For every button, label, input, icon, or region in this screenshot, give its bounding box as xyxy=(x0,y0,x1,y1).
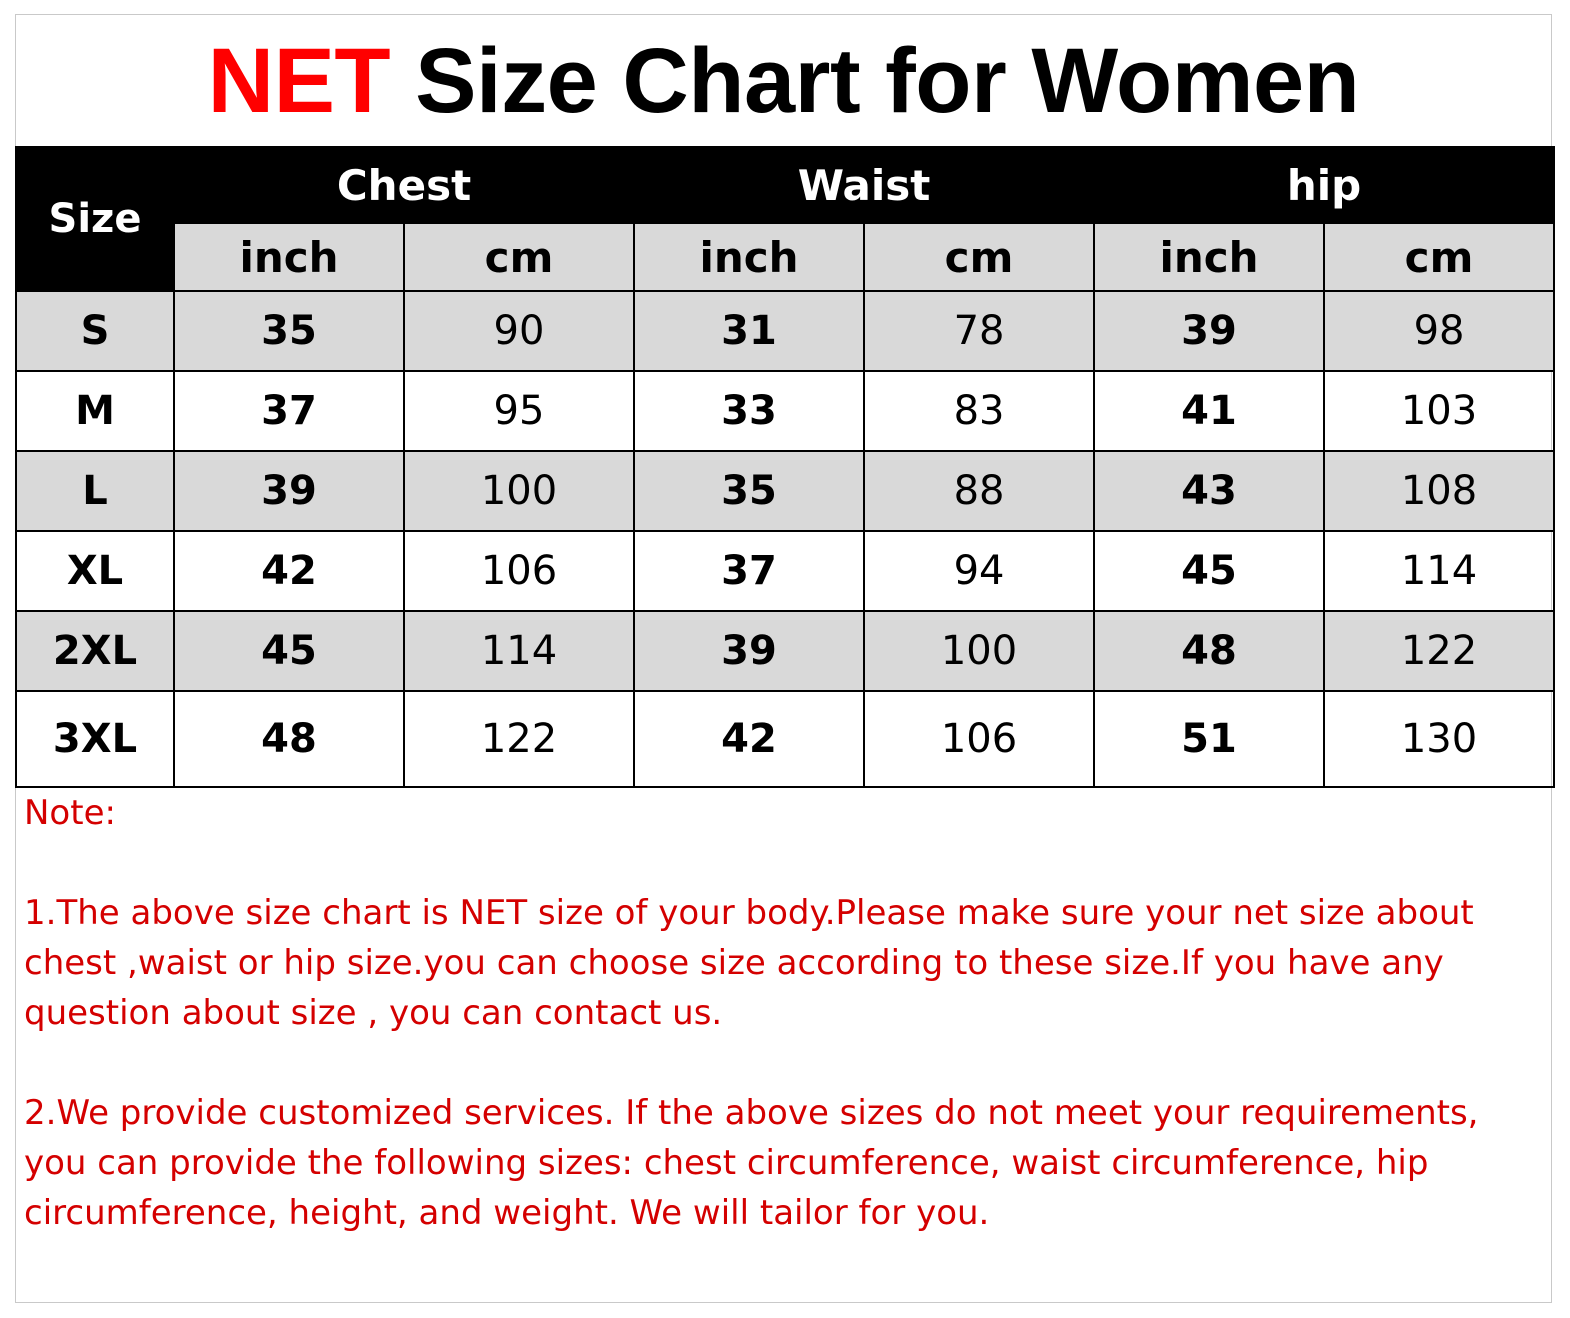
hip-cm-cell: 98 xyxy=(1324,291,1554,371)
waist-inch-header: inch xyxy=(634,223,864,291)
hip-inch-cell: 48 xyxy=(1094,611,1324,691)
hip-inch-cell: 45 xyxy=(1094,531,1324,611)
chest-inch-cell: 37 xyxy=(174,371,404,451)
hip-inch-cell: 43 xyxy=(1094,451,1324,531)
table-row xyxy=(16,451,1554,531)
hip-cm-cell: 122 xyxy=(1324,611,1554,691)
chest-cm-cell: 106 xyxy=(404,531,634,611)
chest-inch-cell: 42 xyxy=(174,531,404,611)
hip-cm-cell: 114 xyxy=(1324,531,1554,611)
waist-cm-cell: 83 xyxy=(864,371,1094,451)
chest-cm-header: cm xyxy=(404,223,634,291)
chest-cm-cell: 114 xyxy=(404,611,634,691)
waist-inch-cell: 39 xyxy=(634,611,864,691)
chest-inch-cell: 45 xyxy=(174,611,404,691)
chest-inch-cell: 48 xyxy=(174,691,404,787)
waist-inch-cell: 35 xyxy=(634,451,864,531)
chest-header: Chest xyxy=(174,147,634,223)
table-row xyxy=(16,371,1554,451)
waist-inch-cell: 33 xyxy=(634,371,864,451)
hip-cm-cell: 130 xyxy=(1324,691,1554,787)
waist-cm-cell: 78 xyxy=(864,291,1094,371)
hip-inch-header: inch xyxy=(1094,223,1324,291)
waist-cm-cell: 94 xyxy=(864,531,1094,611)
chest-inch-cell: 35 xyxy=(174,291,404,371)
size-chart-table xyxy=(15,146,1555,788)
waist-header: Waist xyxy=(634,147,1094,223)
waist-inch-cell: 37 xyxy=(634,531,864,611)
hip-header: hip xyxy=(1094,147,1554,223)
hip-cm-header: cm xyxy=(1324,223,1554,291)
title-brand: NET xyxy=(207,30,391,132)
size-cell: L xyxy=(16,451,174,531)
hip-cm-cell: 108 xyxy=(1324,451,1554,531)
size-cell: S xyxy=(16,291,174,371)
header-unit-row xyxy=(16,223,1554,291)
waist-cm-header: cm xyxy=(864,223,1094,291)
chest-cm-cell: 90 xyxy=(404,291,634,371)
chest-cm-cell: 100 xyxy=(404,451,634,531)
table-row xyxy=(16,531,1554,611)
note-item-1: 1.The above size chart is NET size of your body.Please make sure your net size about chest ,waist or hip size.you can choose size according to these size.If you have any question about size , you can contact us. xyxy=(24,893,1474,1033)
chart-title xyxy=(15,18,1552,144)
size-cell: XL xyxy=(16,531,174,611)
waist-cm-cell: 88 xyxy=(864,451,1094,531)
hip-inch-cell: 41 xyxy=(1094,371,1324,451)
notes-section xyxy=(24,788,1534,1238)
table-row xyxy=(16,691,1554,787)
table-row xyxy=(16,611,1554,691)
waist-cm-cell: 106 xyxy=(864,691,1094,787)
chest-cm-cell: 95 xyxy=(404,371,634,451)
chest-inch-cell: 39 xyxy=(174,451,404,531)
header-group-row xyxy=(16,147,1554,223)
size-cell: 2XL xyxy=(16,611,174,691)
chest-inch-header: inch xyxy=(174,223,404,291)
waist-inch-cell: 31 xyxy=(634,291,864,371)
note-heading: Note: xyxy=(24,793,116,833)
note-item-2: 2.We provide customized services. If the above sizes do not meet your requirements, you can provide the following sizes: chest circumference, waist circumference, hip circumference, height, and weight. We will tailor for you. xyxy=(24,1093,1479,1233)
size-cell: M xyxy=(16,371,174,451)
table-row xyxy=(16,291,1554,371)
chest-cm-cell: 122 xyxy=(404,691,634,787)
hip-inch-cell: 51 xyxy=(1094,691,1324,787)
hip-inch-cell: 39 xyxy=(1094,291,1324,371)
size-cell: 3XL xyxy=(16,691,174,787)
waist-cm-cell: 100 xyxy=(864,611,1094,691)
title-rest: Size Chart for Women xyxy=(390,30,1360,132)
size-header: Size xyxy=(16,147,174,291)
hip-cm-cell: 103 xyxy=(1324,371,1554,451)
waist-inch-cell: 42 xyxy=(634,691,864,787)
